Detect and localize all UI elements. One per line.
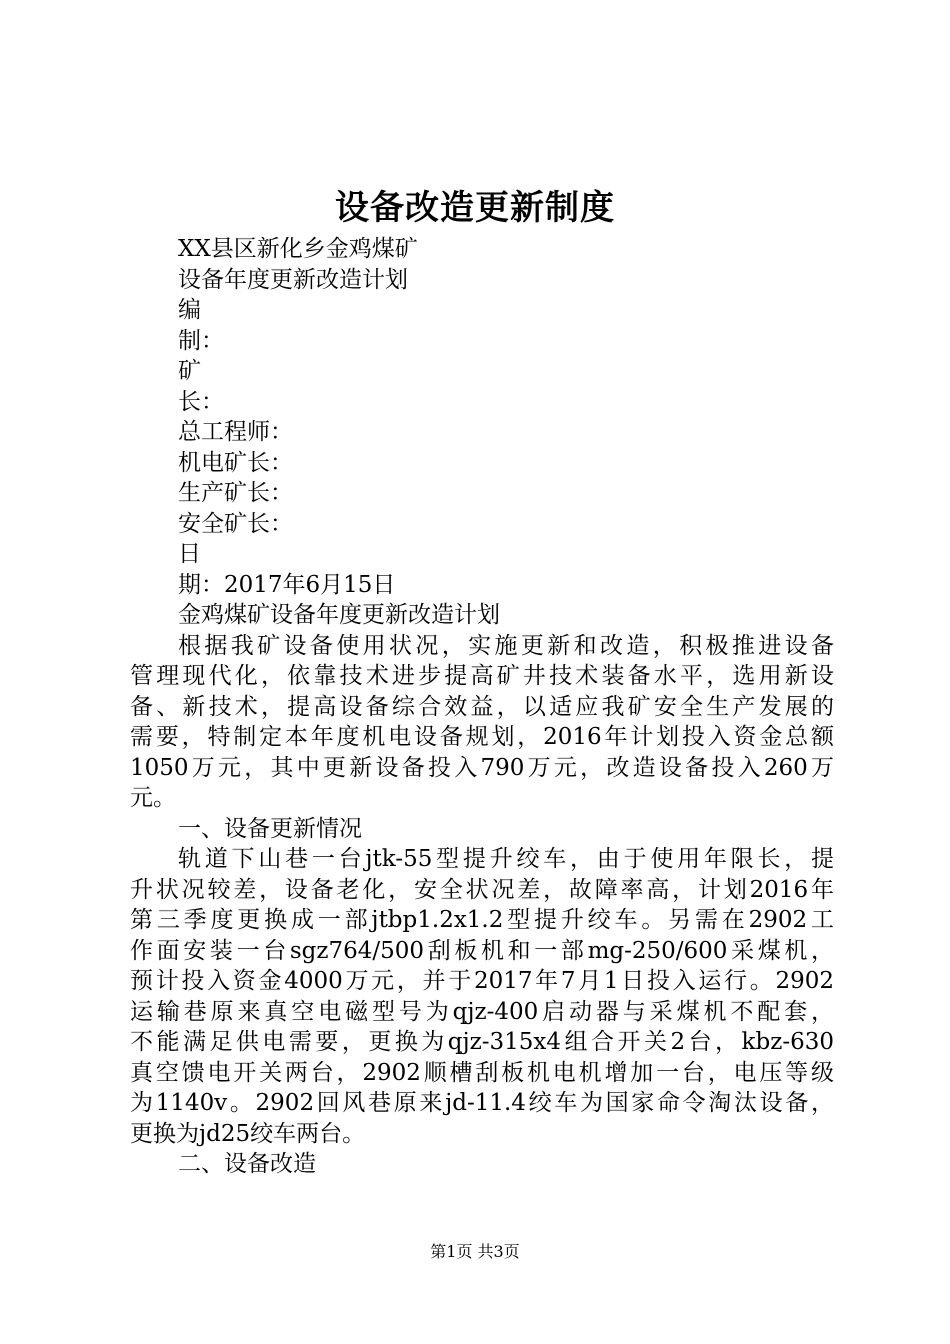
paragraph-line: 需要，特制定本年度机电设备规划，2016年计划投入资金总额: [130, 724, 834, 750]
page-footer: 第1页 共3页: [430, 1242, 520, 1261]
paragraph-line: 轨道下山巷一台jtk-55型提升绞车，由于使用年限长，提: [178, 846, 834, 872]
paragraph-line: 管理现代化，依靠技术进步提高矿井技术装备水平，选用新设: [130, 663, 834, 689]
paragraph-line: 真空馈电开关两台，2902顺槽刮板机电机增加一台，电压等级: [130, 1059, 834, 1086]
intro-paragraph: [130, 631, 834, 814]
paragraph-line: 为1140v。2902回风巷原来jd-11.4绞车为国家命令淘汰设备，: [130, 1090, 834, 1116]
header-block: [130, 234, 834, 631]
section-heading-equipment-update: 一、设备更新情况: [178, 815, 362, 842]
header-line-plan-name: 设备年度更新改造计划: [178, 266, 408, 293]
paragraph-line: 根据我矿设备使用状况，实施更新和改造，积极推进设备: [178, 632, 834, 659]
paragraph-line: 更换为jd25绞车两台。: [130, 1120, 366, 1147]
paragraph-line: 备、新技术，提高设备综合效益，以适应我矿安全生产发展的: [130, 693, 834, 720]
document-title: 设备改造更新制度: [335, 188, 615, 228]
paragraph-line: 运输巷原来真空电磁型号为qjz-400启动器与采煤机不配套，: [130, 998, 834, 1025]
header-line-mine-name: XX县区新化乡金鸡煤矿: [178, 236, 418, 262]
paragraph-line: 升状况较差，设备老化，安全状况差，故障率高，计划2016年: [130, 876, 834, 903]
header-line-director-2: 长：: [178, 388, 224, 415]
paragraph-line: 1050万元，其中更新设备投入790万元，改造设备投入260万: [130, 754, 834, 781]
paragraph-line: 作面安装一台sgz764/500刮板机和一部mg-250/600采煤机，: [130, 937, 834, 964]
header-line-production-director: 生产矿长：: [178, 480, 293, 506]
paragraph-line: 不能满足供电需要，更换为qjz-315x4组合开关2台，kbz-630: [130, 1029, 834, 1055]
header-line-compiler-1: 编: [178, 297, 201, 323]
header-line-date-1: 日: [178, 541, 201, 567]
header-line-chief-engineer: 总工程师：: [178, 419, 293, 445]
header-line-date-2: 期：2017年6月15日: [178, 571, 396, 598]
document-body: [130, 234, 834, 1180]
paragraph-line: 第三季度更换成一部jtbp1.2x1.2型提升绞车。另需在2902工: [130, 907, 834, 933]
section-heading-equipment-renovation: 二、设备改造: [178, 1151, 316, 1177]
header-line-safety-director: 安全矿长：: [178, 510, 293, 537]
header-line-electromech-director: 机电矿长：: [178, 449, 293, 476]
paragraph-line: 元。: [130, 785, 176, 811]
header-line-subtitle: 金鸡煤矿设备年度更新改造计划: [178, 602, 500, 628]
paragraph-line: 预计投入资金4000万元，并于2017年7月1日投入运行。2902: [130, 968, 834, 994]
header-line-director-1: 矿: [178, 358, 201, 384]
header-line-compiler-2: 制：: [178, 327, 224, 354]
section1-paragraph: [130, 844, 834, 1149]
